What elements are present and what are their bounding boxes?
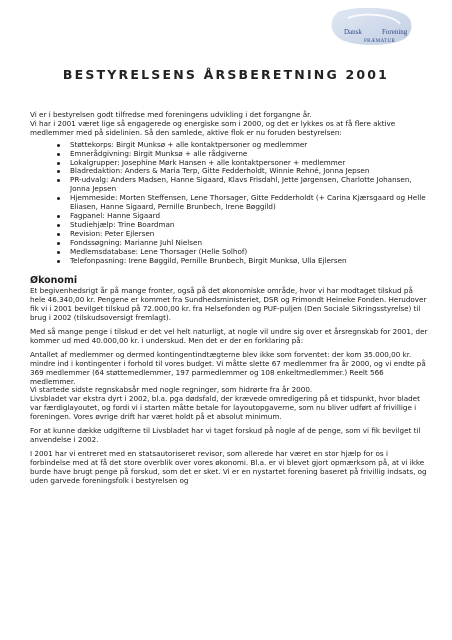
list-item: Studiehjælp: Trine Boardman: [57, 221, 428, 230]
list-item: Støttekorps: Birgit Munksø + alle kontaktpersoner og medlemmer: [57, 141, 428, 150]
intro-paragraph-1: Vi er i bestyrelsen godt tilfredse med foreningens udvikling i det forgangne år.: [30, 110, 312, 119]
list-item: PR-udvalg: Anders Madsen, Hanne Sigaard, Klavs Frisdahl, Jette Jørgensen, Charlotte Johansen, Jonna Jepsen: [57, 176, 428, 194]
list-item: Revision: Peter Ejlersen: [57, 230, 428, 239]
document-body: [30, 111, 428, 486]
economy-paragraph-4: For at kunne dække udgifterne til Livsbladet har vi taget forskud på nogle af de penge, som vi fik bevilget til anvendelse i 2002.: [30, 426, 421, 444]
economy-paragraph-1: Et begivenhedsrigt år på mange fronter, også på det økonomiske område, hvor vi har modtaget tilskud på hele 46.340,00 kr. Pengene er kommet fra Sundhedsministeriet, DSR og Frimondt Heineke Fonden. Herudover fik vi i 2001 bevilget tilskud på 72.000,00 kr. fra Helsefonden og PUF-puljen (Den Sociale Sikringsstyrelse) til brug i 2002 (tilskudsoversigt fremlagt).: [30, 286, 427, 323]
list-item: Medlemsdatabase: Lene Thorsager (Helle Solhof): [57, 248, 428, 257]
list-item: Telefonpasning: Irene Bøggild, Pernille Brunbech, Birgit Munksø, Ulla Ejlersen: [57, 257, 428, 266]
list-item: Hjemmeside: Morten Steffensen, Lene Thorsager, Gitte Fedderholdt (+ Carina Kjærsgaard og Helle Eliasen, Hanne Sigaard, Pernille Brunbech, Irene Bøggild): [57, 194, 428, 212]
logo-line1: Dansk: [344, 28, 362, 36]
logo-brand: PRÆMATUR: [364, 39, 396, 44]
economy-paragraph-5: I 2001 har vi entreret med en statsautoriseret revisor, som allerede har været en stor hjælp for os i forbindelse med at få det store overblik over vores økonomi. Bl.a. er vi blevet gjort opmærksom på, at vi ikke burde have brugt penge på forskud, som det er sket. Vi er en nystartet forening baseret på frivillig indsats, og uden garvede foreningsfolk i bestyrelsen og: [30, 448, 427, 485]
economy-paragraph-3: Antallet af medlemmer og dermed kontingentindtægterne blev ikke som forventet: der kom 35.000,00 kr. mindre ind i kontingenter i forhold til vores budget. Vi måtte slette 67 medlemmer fra år 2000, og vi endte på 369 medlemmer (64 støttemedlemmer, 197 parmedlemmer og 108 enkeltmedlemmer.) Reelt 566 medlemmer. Vi startede sidste regnskabsår med nogle regninger, som hidrørte fra år 2000. Livsbladet var ekstra dyrt i 2002, bl.a. pga dødsfald, der krævede omredigering på et tidspunkt, hvor bladet var færdiglayoutet, og fordi vi i starten måtte betale for layoutopgaverne, som nu bliver udført af frivillige i foreningen. Vores øvrige drift har været holdt på et absolut minimum.: [30, 349, 426, 422]
section-heading-economy: Økonomi: [30, 275, 78, 287]
list-item: Fagpanel: Hanne Sigaard: [57, 212, 428, 221]
logo-line2: Forening: [382, 28, 408, 36]
logo: [308, 8, 420, 48]
list-item: Bladredaktion: Anders & Maria Terp, Gitte Fedderholdt, Winnie Rehné, Jonna Jepsen: [57, 167, 428, 176]
members-list: [30, 141, 428, 266]
intro-paragraph-2: Vi har i 2001 været lige så engagerede og energiske som i 2000, og det er lykkes os at få flere aktive medlemmer med på sidelinien. Så den samlede, aktive flok er nu foruden bestyrelsen:: [30, 118, 396, 137]
document-title: BESTYRELSENS ÅRSBERETNING 2001: [62, 67, 390, 82]
list-item: Emnerådgivning: Birgit Munksø + alle rådgiverne: [57, 150, 428, 159]
list-item: Fondssøgning: Marianne Juhl Nielsen: [57, 239, 428, 248]
economy-paragraph-2: Med så mange penge i tilskud er det vel helt naturligt, at nogle vil undre sig over et årsregnskab for 2001, der kommer ud med 40.000,00 kr. i underskud. Men det er der en forklaring på:: [30, 327, 428, 345]
list-item: Lokalgrupper: Josephine Mørk Hansen + alle kontaktpersoner + medlemmer: [57, 159, 428, 168]
logo-graphic: [308, 8, 420, 48]
